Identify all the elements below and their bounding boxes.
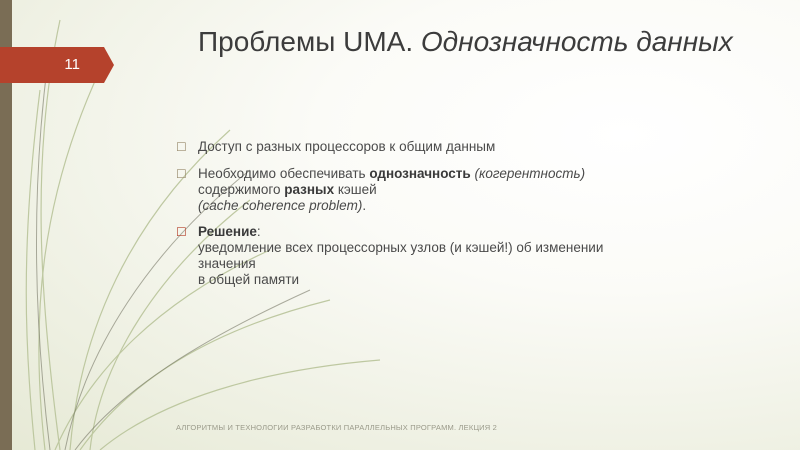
bullet-item-access	[176, 139, 736, 156]
slide-title	[198, 24, 758, 60]
page-number-badge	[0, 47, 104, 83]
text-fragment: содержимого	[198, 182, 285, 197]
text-fragment: .	[362, 198, 367, 213]
page-number: 11	[64, 56, 80, 73]
bullet-item-solution	[176, 224, 736, 288]
text-fragment: Необходимо обеспечивать	[198, 166, 370, 181]
bullet-line-2: уведомление всех процессорных узлов (и кэшей!) об изменении	[198, 240, 604, 255]
bullet-line-3: значения	[198, 256, 256, 271]
bullet-text: Доступ с разных процессоров к общим данным	[198, 139, 496, 154]
title-italic: Однозначность данных	[420, 26, 733, 57]
bullet-marker-icon: ☐	[176, 167, 187, 181]
italic-term-coherence: (когерентность)	[470, 166, 586, 181]
bold-term-unambiguity: однозначность	[369, 166, 471, 181]
bullet-line-4: в общей памяти	[198, 272, 300, 287]
bullet-line-2	[198, 182, 736, 198]
bullet-line-3	[198, 198, 736, 214]
title-main: Проблемы UMA.	[198, 26, 421, 57]
bullet-item-coherence	[176, 166, 736, 214]
bullet-line-1	[198, 166, 736, 182]
text-fragment: кэшей	[334, 182, 377, 197]
solution-label: Решение	[198, 224, 257, 239]
footer-text: АЛГОРИТМЫ И ТЕХНОЛОГИИ РАЗРАБОТКИ ПАРАЛЛЕЛЬНЫХ ПРОГРАММ. ЛЕКЦИЯ 2	[176, 423, 498, 432]
text-fragment: :	[256, 224, 261, 239]
bullet-list	[176, 139, 736, 298]
bullet-marker-icon: ☐	[176, 140, 187, 154]
bullet-line-1	[198, 224, 736, 240]
bold-term-different: разных	[284, 182, 335, 197]
bullet-marker-icon: ☐	[176, 225, 187, 239]
italic-term-cache-coherence: (cache coherence problem)	[198, 198, 363, 213]
